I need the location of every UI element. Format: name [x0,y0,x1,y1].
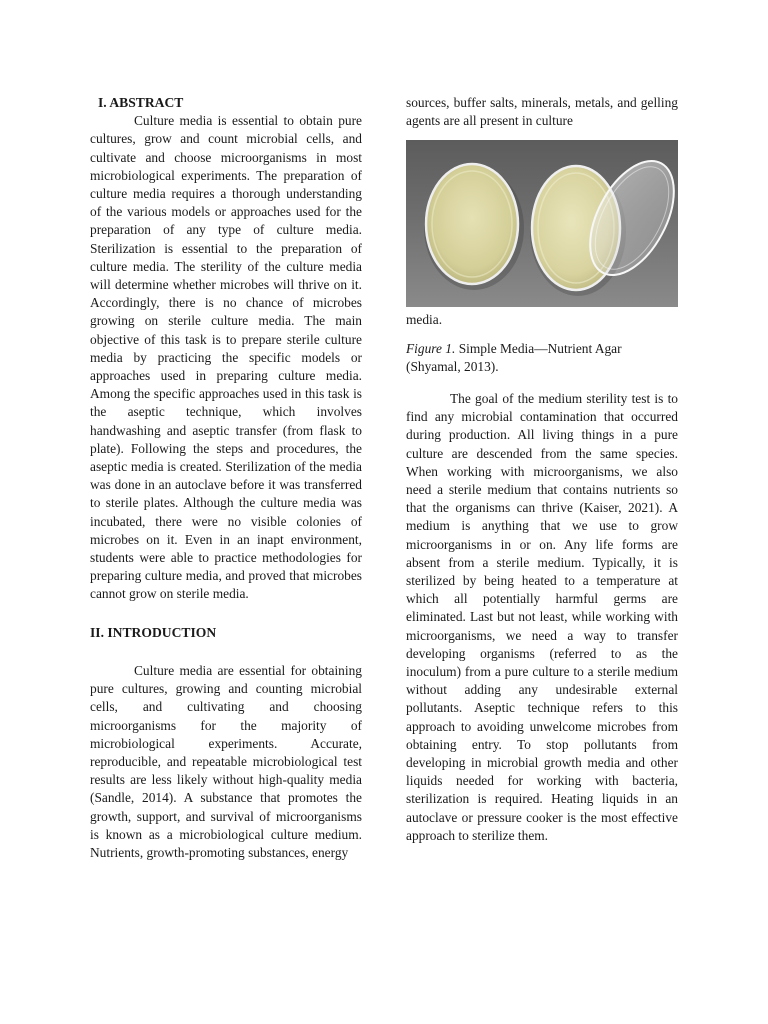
right-column [406,94,678,845]
figure-petri-dishes [406,140,678,307]
abstract-heading: I. ABSTRACT [98,95,184,110]
abstract-paragraph: Culture media is essential to obtain pure cultures, grow and count microbial cells, and cultivate and choose microorganisms in most microbiological experiments. The preparation of culture media requires a thorough understanding of the various models or approaches used for the preparation of any type of culture media. Sterilization is essential to the preparation of culture media. The sterility of the culture media will determine whether microbes will thrive on it. Accordingly, there is no chance of microbes growing on sterile culture media. The main objective of this task is to prepare sterile culture media by practicing the specific models or approaches used in preparing culture media. Among the specific approaches used in this task is the aseptic technique, which involves handwashing and aseptic transfer (from flask to plate). Following the steps and procedures, the aseptic media is created. Sterilization of the media was done in an autoclave before it was transferred to sterile plates. Although the culture media was incubated, there were no visible colonies of microbes on it. Even in an inapt environment, students were able to practice methodologies for preparing culture media, and proved that microbes cannot grow on sterile media. [90,113,362,602]
left-dish [426,164,518,284]
figure-caption [406,340,678,376]
petri-dish-photo [406,140,678,307]
figure-label: Figure 1. [406,340,456,356]
left-column [90,94,362,862]
introduction-paragraph: Culture media are essential for obtaining pure cultures, growing and counting microbial cells, and cultivating and choosing microorganisms for the majority of microbiological experiments. Accurate, reproducible, and repeatable microbiological test results are less likely without high-quality media (Sandle, 2014). A substance that promotes the growth, support, and survival of microorganisms is known as a microbiological culture medium. Nutrients, growth-promoting substances, energy [90,662,362,860]
sterility-paragraph: The goal of the medium sterility test is to find any microbial contamination that occurred during production. All living things in a pure culture are descended from the same species. When working with microorganisms, we also need a sterile medium that contains nutrients so that the organisms can thrive (Kaiser, 2021). A medium is anything that we use to grow microorganisms in or on. Any life forms are absent from a sterile medium. Typically, it is sterilized by being heated to a temperature at which all potentially harmful germs are eliminated. Last but not least, while working with microorganisms, we need a way to transfer developing organisms (referred to as the inoculum) from a pure culture to a sterile medium without adding any undesirable external pollutants. Aseptic technique refers to this approach to avoiding unwelcome microbes from obtaining entry. To stop pollutants from developing in microbial growth media and other liquids needed for working with bacteria, sterilization is required. Heating liquids in an autoclave or pressure cooker is the most effective approach to sterilize them. [406,391,678,843]
continuation-paragraph: sources, buffer salts, minerals, metals, and gelling agents are all present in culture [406,95,678,129]
figure-caption-text: Simple Media—Nutrient Agar (Shyamal, 2013). [406,340,622,374]
continuation-end: media. [406,312,443,328]
introduction-heading: II. INTRODUCTION [90,624,217,640]
